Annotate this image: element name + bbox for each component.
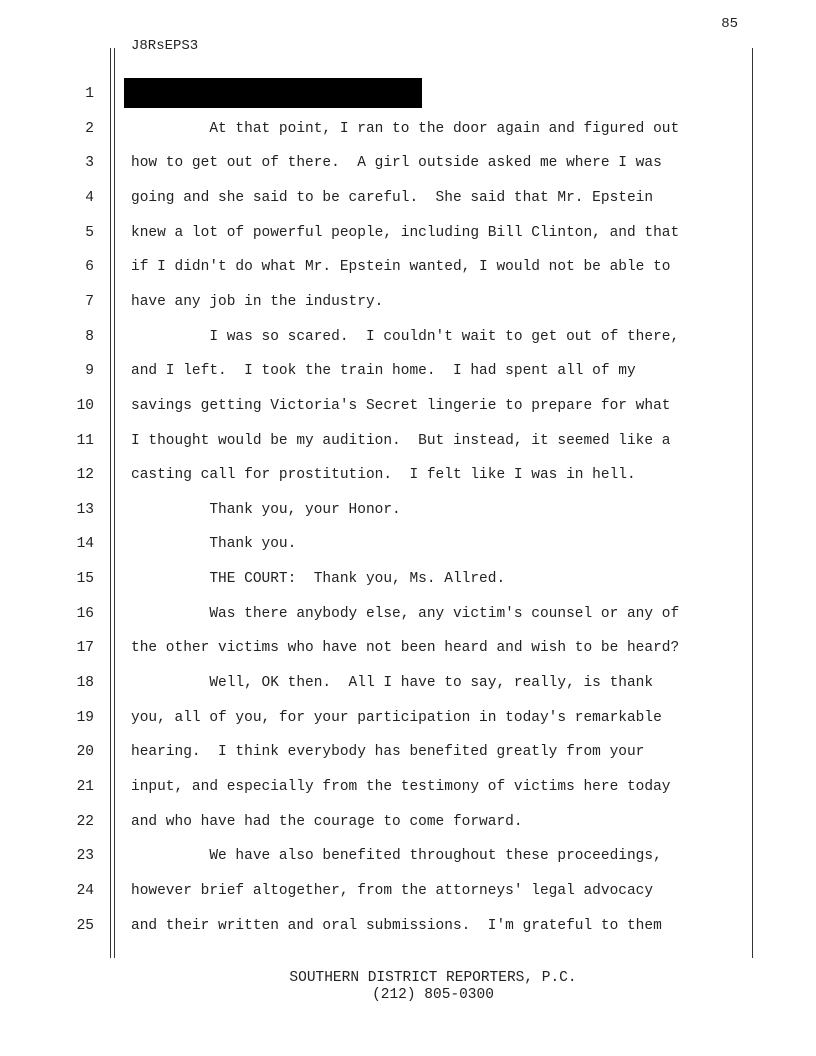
- line-text: casting call for prostitution. I felt like I was in hell.: [131, 467, 636, 484]
- line-text: the other victims who have not been heard and wish to be heard?: [131, 640, 680, 657]
- line-number: 11: [76, 432, 94, 449]
- line-text: THE COURT: Thank you, Ms. Allred.: [131, 571, 506, 588]
- line-number: 15: [76, 571, 94, 588]
- line-number: 18: [76, 675, 94, 692]
- line-text: you, all of you, for your participation in today's remarkable: [131, 709, 662, 726]
- line-text: Thank you, your Honor.: [131, 501, 401, 518]
- line-number: 4: [85, 189, 94, 206]
- line-text: hearing. I think everybody has benefited greatly from your: [131, 744, 645, 761]
- line-text: At that point, I ran to the door again and figured out: [131, 120, 680, 137]
- line-number: 1: [85, 86, 94, 102]
- line-number: 21: [76, 779, 94, 795]
- line-number: 23: [76, 848, 94, 865]
- line-number: 16: [76, 605, 94, 622]
- right-margin-rule: [752, 48, 753, 958]
- line-text: going and she said to be careful. She said that Mr. Epstein: [131, 189, 654, 206]
- left-margin-rule-outer: [110, 48, 111, 958]
- line-number: 6: [85, 259, 94, 276]
- line-number: 22: [76, 813, 94, 830]
- line-number: 2: [85, 120, 94, 137]
- line-text: how to get out of there. A girl outside asked me where I was: [131, 155, 662, 172]
- line-number: 19: [76, 709, 94, 726]
- redaction-block: [124, 78, 422, 108]
- line-number: 24: [76, 882, 94, 899]
- line-number: 14: [76, 536, 94, 553]
- line-text: knew a lot of powerful people, including Bill Clinton, and that: [131, 224, 680, 241]
- line-text: and their written and oral submissions. I'm grateful to them: [131, 917, 662, 934]
- line-text: Was there anybody else, any victim's counsel or any of: [131, 605, 680, 622]
- line-text: Well, OK then. All I have to say, really, is thank: [131, 675, 654, 692]
- page-number: 85: [721, 16, 738, 32]
- line-text: have any job in the industry.: [131, 293, 384, 310]
- line-text: however brief altogether, from the attorneys' legal advocacy: [131, 882, 654, 899]
- line-number: 17: [76, 640, 94, 657]
- footer-phone: (212) 805-0300: [372, 987, 494, 1003]
- line-text: Thank you.: [131, 536, 297, 553]
- line-number: 8: [85, 328, 94, 345]
- line-text: savings getting Victoria's Secret lingerie to prepare for what: [131, 397, 671, 414]
- line-number: 13: [76, 501, 94, 518]
- line-text: I thought would be my audition. But instead, it seemed like a: [131, 432, 671, 449]
- line-number: 9: [85, 363, 94, 380]
- line-text: and I left. I took the train home. I had spent all of my: [131, 363, 636, 380]
- line-text: We have also benefited throughout these proceedings,: [131, 848, 662, 865]
- line-number: 7: [85, 293, 94, 310]
- left-margin-rule-inner: [114, 48, 115, 958]
- case-code: J8RsEPS3: [131, 38, 199, 54]
- line-number: 25: [76, 917, 94, 934]
- line-text: if I didn't do what Mr. Epstein wanted, I would not be able to: [131, 259, 671, 276]
- line-number: 5: [85, 224, 94, 241]
- line-text: and who have had the courage to come forward.: [131, 813, 523, 830]
- line-number: 20: [76, 744, 94, 761]
- line-number: 3: [85, 155, 94, 172]
- line-text: input, and especially from the testimony of victims here today: [131, 779, 671, 795]
- footer-reporter-name: SOUTHERN DISTRICT REPORTERS, P.C.: [289, 970, 577, 986]
- line-text: I was so scared. I couldn't wait to get out of there,: [131, 328, 680, 345]
- line-number: 10: [76, 397, 94, 414]
- line-number: 12: [76, 467, 94, 484]
